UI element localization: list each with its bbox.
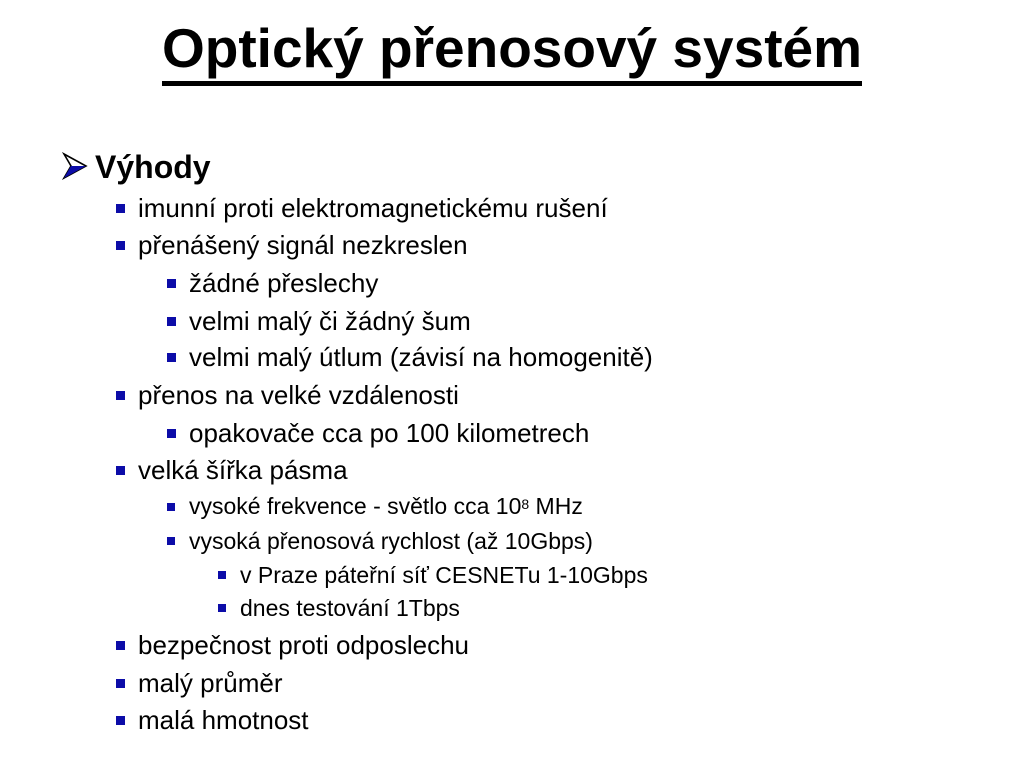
list-item: vysoká přenosová rychlost (až 10Gbps) — [189, 528, 593, 554]
slide-title — [0, 12, 1024, 86]
list-item: přenášený signál nezkreslen — [138, 230, 468, 260]
list-item: malý průměr — [138, 668, 283, 698]
square-bullet-icon — [167, 503, 175, 511]
list-item-text: vysoké frekvence - světlo cca 10 — [189, 493, 522, 519]
square-bullet-icon — [116, 391, 125, 400]
list-item: imunní proti elektromagnetickému rušení — [138, 193, 608, 223]
list-item: v Praze páteřní síť CESNETu 1-10Gbps — [240, 562, 648, 588]
arrow-bullet-icon — [62, 151, 88, 181]
square-bullet-icon — [167, 353, 176, 362]
square-bullet-icon — [116, 641, 125, 650]
list-item: dnes testování 1Tbps — [240, 595, 460, 621]
square-bullet-icon — [167, 537, 175, 545]
list-item — [189, 492, 583, 520]
square-bullet-icon — [116, 204, 125, 213]
square-bullet-icon — [218, 604, 226, 612]
superscript: 8 — [521, 496, 530, 512]
square-bullet-icon — [116, 241, 125, 250]
square-bullet-icon — [116, 466, 125, 475]
square-bullet-icon — [116, 679, 125, 688]
slide-title-text: Optický přenosový systém — [162, 15, 862, 86]
list-item-text-after: MHz — [529, 493, 583, 519]
list-item: opakovače cca po 100 kilometrech — [189, 418, 590, 448]
square-bullet-icon — [116, 716, 125, 725]
list-item: velká šířka pásma — [138, 455, 348, 485]
list-item: velmi malý útlum (závisí na homogenitě) — [189, 342, 653, 372]
list-item: velmi malý či žádný šum — [189, 306, 471, 336]
square-bullet-icon — [167, 317, 176, 326]
section-heading: Výhody — [95, 149, 211, 185]
square-bullet-icon — [218, 571, 226, 579]
square-bullet-icon — [167, 279, 176, 288]
list-item: bezpečnost proti odposlechu — [138, 630, 470, 660]
list-item: žádné přeslechy — [189, 268, 379, 298]
square-bullet-icon — [167, 429, 176, 438]
list-item: malá hmotnost — [138, 705, 309, 735]
list-item: přenos na velké vzdálenosti — [138, 380, 459, 410]
